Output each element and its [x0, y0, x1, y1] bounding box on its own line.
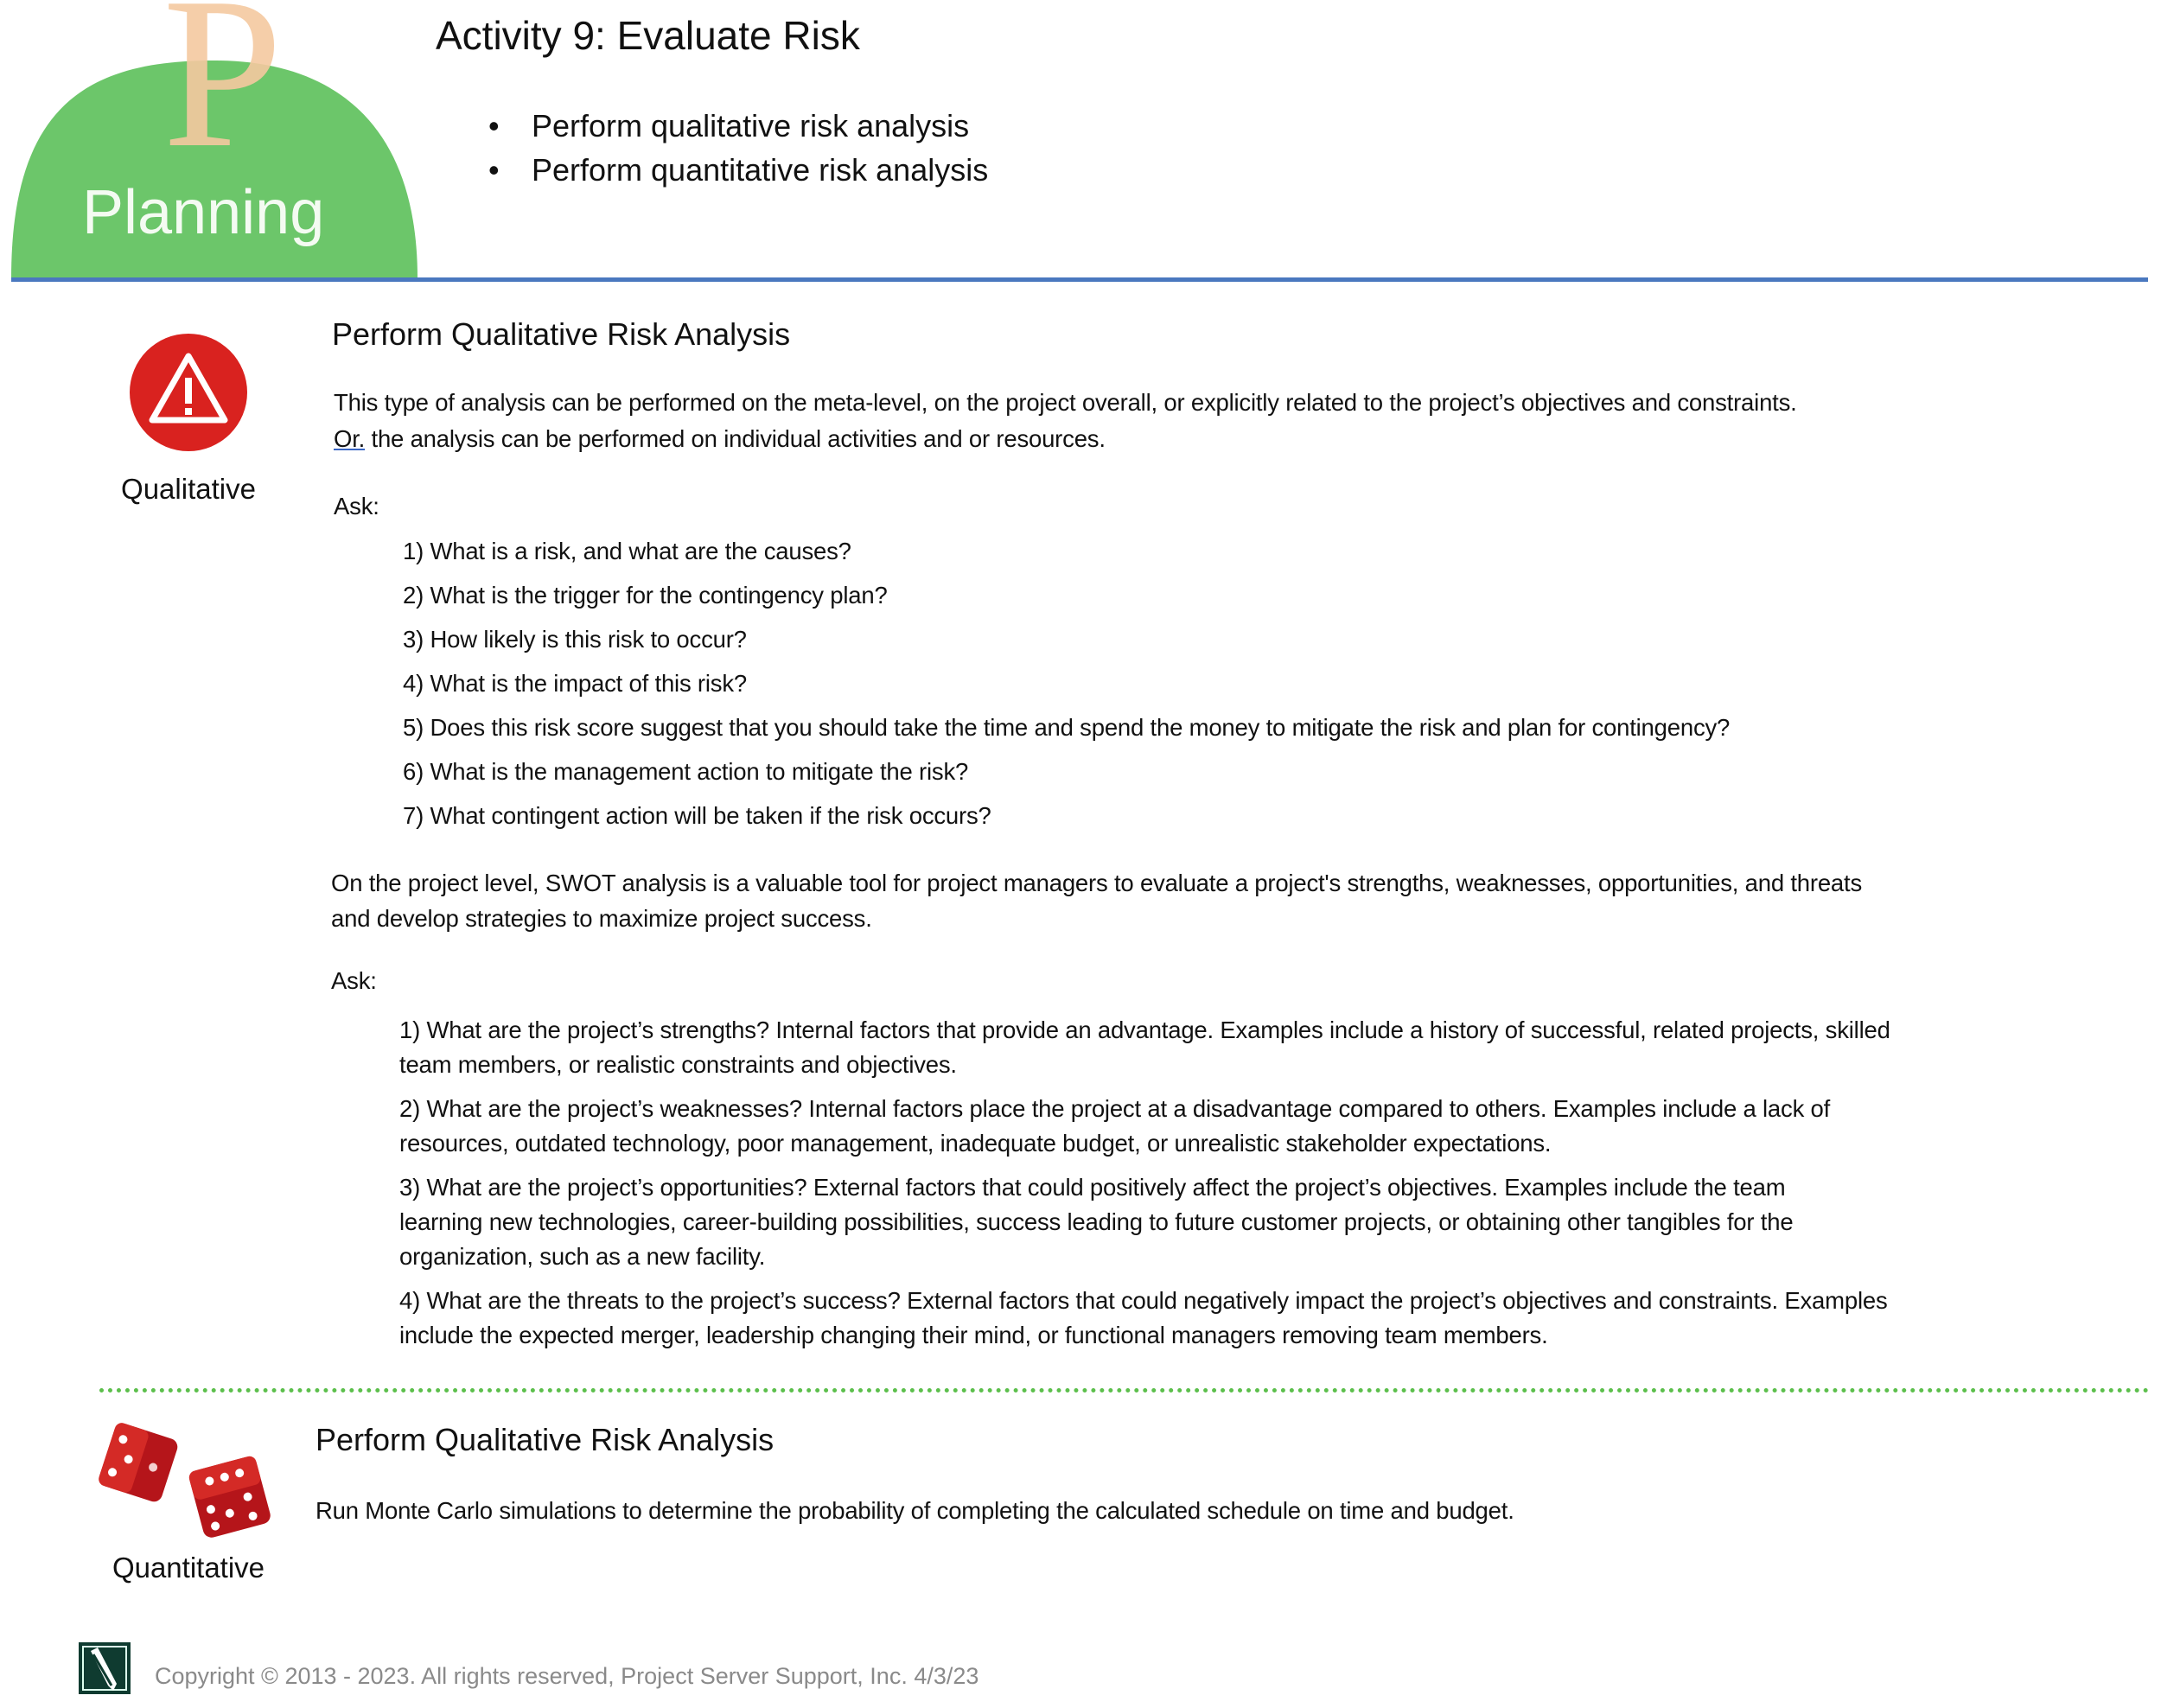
bullet-item: • Perform qualitative risk analysis	[488, 108, 970, 143]
swot-line: and develop strategies to maximize project success.	[331, 905, 872, 932]
swot-item-line: organization, such as a new facility.	[399, 1243, 766, 1270]
logo-letter: P	[163, 0, 284, 193]
qualitative-label: Qualitative	[121, 473, 256, 505]
intro-line: This type of analysis can be performed on the meta-level, on the project overall, or explicitly related to the project’s objectives and constraints.	[334, 389, 1797, 416]
swot-item-line: 1) What are the project’s strengths? Internal factors that provide an advantage. Examples include a history of successful, related projects, skilled	[399, 1017, 1890, 1043]
company-logo-icon	[79, 1642, 131, 1698]
question-item: 6) What is the management action to mitigate the risk?	[403, 758, 969, 785]
bullet-item: • Perform quantitative risk analysis	[488, 152, 989, 188]
swot-line: On the project level, SWOT analysis is a valuable tool for project managers to evaluate a project's strengths, weaknesses, opportunities, and threats	[331, 870, 1863, 896]
swot-item	[399, 1170, 1890, 1274]
planning-logo	[11, 0, 422, 278]
or-link: Or.	[334, 425, 366, 452]
question-item: 4) What is the impact of this risk?	[403, 670, 747, 697]
quantitative-text: Run Monte Carlo simulations to determine the probability of completing the calculated schedule on time and budget.	[316, 1497, 1514, 1524]
swot-item-line: learning new technologies, career-building possibilities, success leading to future customer projects, or obtaining other tangibles for the	[399, 1208, 1794, 1235]
logo-label: Planning	[82, 178, 325, 247]
swot-item-line: resources, outdated technology, poor management, inadequate budget, or unrealistic stakeholder expectations.	[399, 1130, 1552, 1157]
question-list	[403, 538, 1730, 846]
qualitative-heading: Perform Qualitative Risk Analysis	[332, 316, 791, 352]
swot-item	[399, 1013, 1890, 1082]
question-item: 2) What is the trigger for the contingency plan?	[403, 582, 888, 609]
header-divider	[11, 277, 2148, 282]
swot-item	[399, 1092, 1890, 1161]
intro-line	[334, 425, 1106, 453]
bullet-text: Perform quantitative risk analysis	[532, 152, 989, 188]
section-divider	[99, 1388, 2150, 1393]
swot-item-line: 2) What are the project’s weaknesses? Internal factors place the project at a disadvantage compared to others. Examples include a lack of	[399, 1095, 1831, 1122]
ask-label: Ask:	[334, 493, 379, 519]
ask-label-2: Ask:	[331, 967, 377, 994]
swot-item	[399, 1284, 1890, 1353]
page-title: Activity 9: Evaluate Risk	[436, 13, 860, 58]
swot-item-line: 4) What are the threats to the project’s success? External factors that could negatively impact the project’s objectives and constraints. Examples	[399, 1287, 1888, 1314]
warning-icon	[129, 333, 248, 456]
question-item: 1) What is a risk, and what are the causes?	[403, 538, 851, 564]
copyright-text: Copyright © 2013 - 2023. All rights reserved, Project Server Support, Inc. 4/3/23	[155, 1663, 979, 1689]
dice-icon	[93, 1418, 279, 1552]
swot-item-line: 3) What are the project’s opportunities? External factors that could positively affect the project’s objectives. Examples include the team	[399, 1174, 1786, 1201]
question-item: 3) How likely is this risk to occur?	[403, 626, 747, 653]
swot-paragraph	[331, 865, 1862, 936]
swot-list	[399, 1013, 1890, 1353]
swot-item-line: team members, or realistic constraints and objectives.	[399, 1051, 957, 1078]
question-item: 5) Does this risk score suggest that you should take the time and spend the money to mitigate the risk and plan for contingency?	[403, 714, 1731, 741]
quantitative-label: Quantitative	[112, 1552, 265, 1584]
intro-text: the analysis can be performed on individual activities and or resources.	[365, 425, 1106, 452]
swot-item-line: include the expected merger, leadership changing their mind, or functional managers removing team members.	[399, 1322, 1548, 1348]
bullet-text: Perform qualitative risk analysis	[532, 108, 970, 143]
quantitative-heading: Perform Qualitative Risk Analysis	[316, 1422, 775, 1457]
question-item: 7) What contingent action will be taken if the risk occurs?	[403, 802, 991, 829]
